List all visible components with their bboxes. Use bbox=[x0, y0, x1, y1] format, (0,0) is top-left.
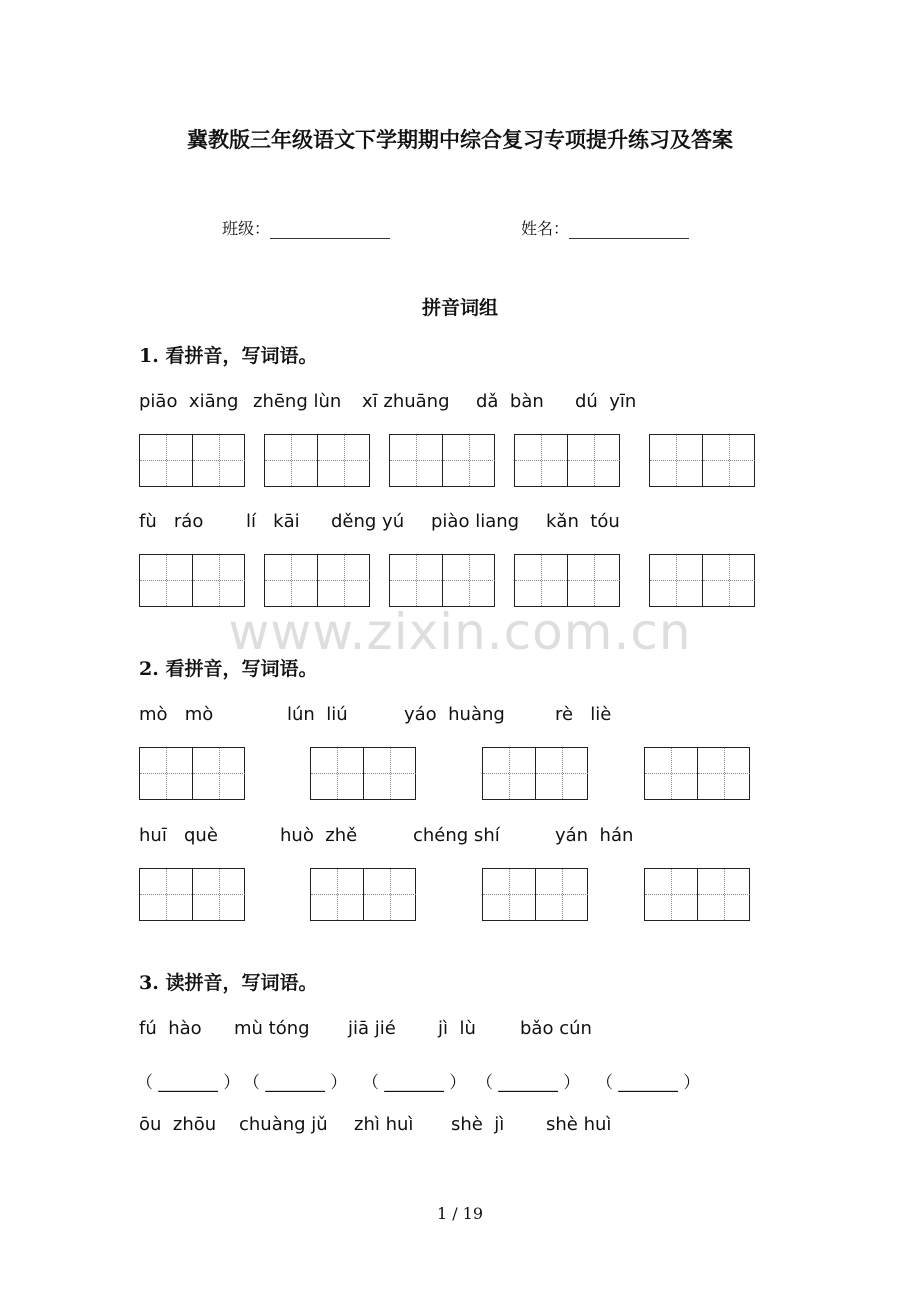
writing-grid[interactable] bbox=[139, 554, 245, 607]
pinyin-word: lún liú bbox=[287, 704, 348, 725]
section-title: 拼音词组 bbox=[421, 297, 498, 319]
writing-grid[interactable] bbox=[389, 554, 495, 607]
writing-grid[interactable] bbox=[389, 434, 495, 487]
pinyin-word: xī zhuāng bbox=[362, 391, 450, 412]
pinyin-word: yáo huàng bbox=[404, 704, 505, 725]
pinyin-word: lí kāi bbox=[246, 511, 300, 532]
writing-grid[interactable] bbox=[644, 747, 750, 800]
pinyin-word: zhēng lùn bbox=[253, 391, 342, 412]
pinyin-word: piào liang bbox=[431, 511, 520, 532]
class-label: 班级： bbox=[222, 219, 271, 238]
writing-grid[interactable] bbox=[264, 554, 370, 607]
writing-grid[interactable] bbox=[514, 554, 620, 607]
writing-grid[interactable] bbox=[514, 434, 620, 487]
pinyin-word: shè jì bbox=[451, 1114, 505, 1135]
page-number: 1 / 19 bbox=[436, 1204, 484, 1223]
watermark: www.zixin.com.cn bbox=[228, 603, 692, 661]
document-title: 冀教版三年级语文下学期期中综合复习专项提升练习及答案 bbox=[187, 127, 733, 152]
writing-grid[interactable] bbox=[310, 868, 416, 921]
answer-blank[interactable]: （ _______ ） bbox=[243, 1073, 348, 1093]
pinyin-word: ōu zhōu bbox=[139, 1114, 217, 1135]
pinyin-word: huī què bbox=[139, 825, 218, 846]
pinyin-word: mò mò bbox=[139, 704, 214, 725]
writing-grid[interactable] bbox=[649, 554, 755, 607]
pinyin-word: jiā jié bbox=[348, 1018, 396, 1039]
pinyin-word: huò zhě bbox=[280, 825, 358, 846]
class-field bbox=[222, 216, 390, 239]
name-blank[interactable] bbox=[569, 222, 689, 239]
writing-grid[interactable] bbox=[310, 747, 416, 800]
writing-grid[interactable] bbox=[482, 868, 588, 921]
pinyin-word: zhì huì bbox=[354, 1114, 414, 1135]
pinyin-word: jì lù bbox=[438, 1018, 476, 1039]
name-field bbox=[521, 216, 689, 239]
writing-grid[interactable] bbox=[482, 747, 588, 800]
pinyin-word: fù ráo bbox=[139, 511, 204, 532]
question-1-heading: 1. 看拼音，写词语。 bbox=[139, 345, 318, 367]
pinyin-word: fú hào bbox=[139, 1018, 202, 1039]
answer-blank[interactable]: （ _______ ） bbox=[136, 1073, 241, 1093]
pinyin-word: chéng shí bbox=[413, 825, 500, 846]
pinyin-word: dǎ bàn bbox=[476, 391, 544, 412]
pinyin-word: yán hán bbox=[555, 825, 634, 846]
pinyin-word: dú yīn bbox=[575, 391, 637, 412]
pinyin-word: shè huì bbox=[546, 1114, 612, 1135]
pinyin-word: mù tóng bbox=[234, 1018, 310, 1039]
class-blank[interactable] bbox=[270, 222, 390, 239]
pinyin-word: rè liè bbox=[555, 704, 612, 725]
pinyin-word: piāo xiāng bbox=[139, 391, 239, 412]
name-label: 姓名： bbox=[521, 219, 570, 238]
writing-grid[interactable] bbox=[139, 434, 245, 487]
writing-grid[interactable] bbox=[264, 434, 370, 487]
answer-blank[interactable]: （ _______ ） bbox=[596, 1073, 701, 1093]
writing-grid[interactable] bbox=[139, 868, 245, 921]
writing-grid[interactable] bbox=[644, 868, 750, 921]
answer-blank[interactable]: （ _______ ） bbox=[476, 1073, 581, 1093]
question-3-heading: 3. 读拼音，写词语。 bbox=[139, 972, 318, 994]
question-2-heading: 2. 看拼音，写词语。 bbox=[139, 658, 318, 680]
pinyin-word: chuàng jǔ bbox=[239, 1114, 328, 1135]
writing-grid[interactable] bbox=[139, 747, 245, 800]
pinyin-word: bǎo cún bbox=[520, 1018, 592, 1039]
writing-grid[interactable] bbox=[649, 434, 755, 487]
answer-blank[interactable]: （ _______ ） bbox=[362, 1073, 467, 1093]
pinyin-word: kǎn tóu bbox=[546, 511, 620, 532]
pinyin-word: děng yú bbox=[331, 511, 405, 532]
